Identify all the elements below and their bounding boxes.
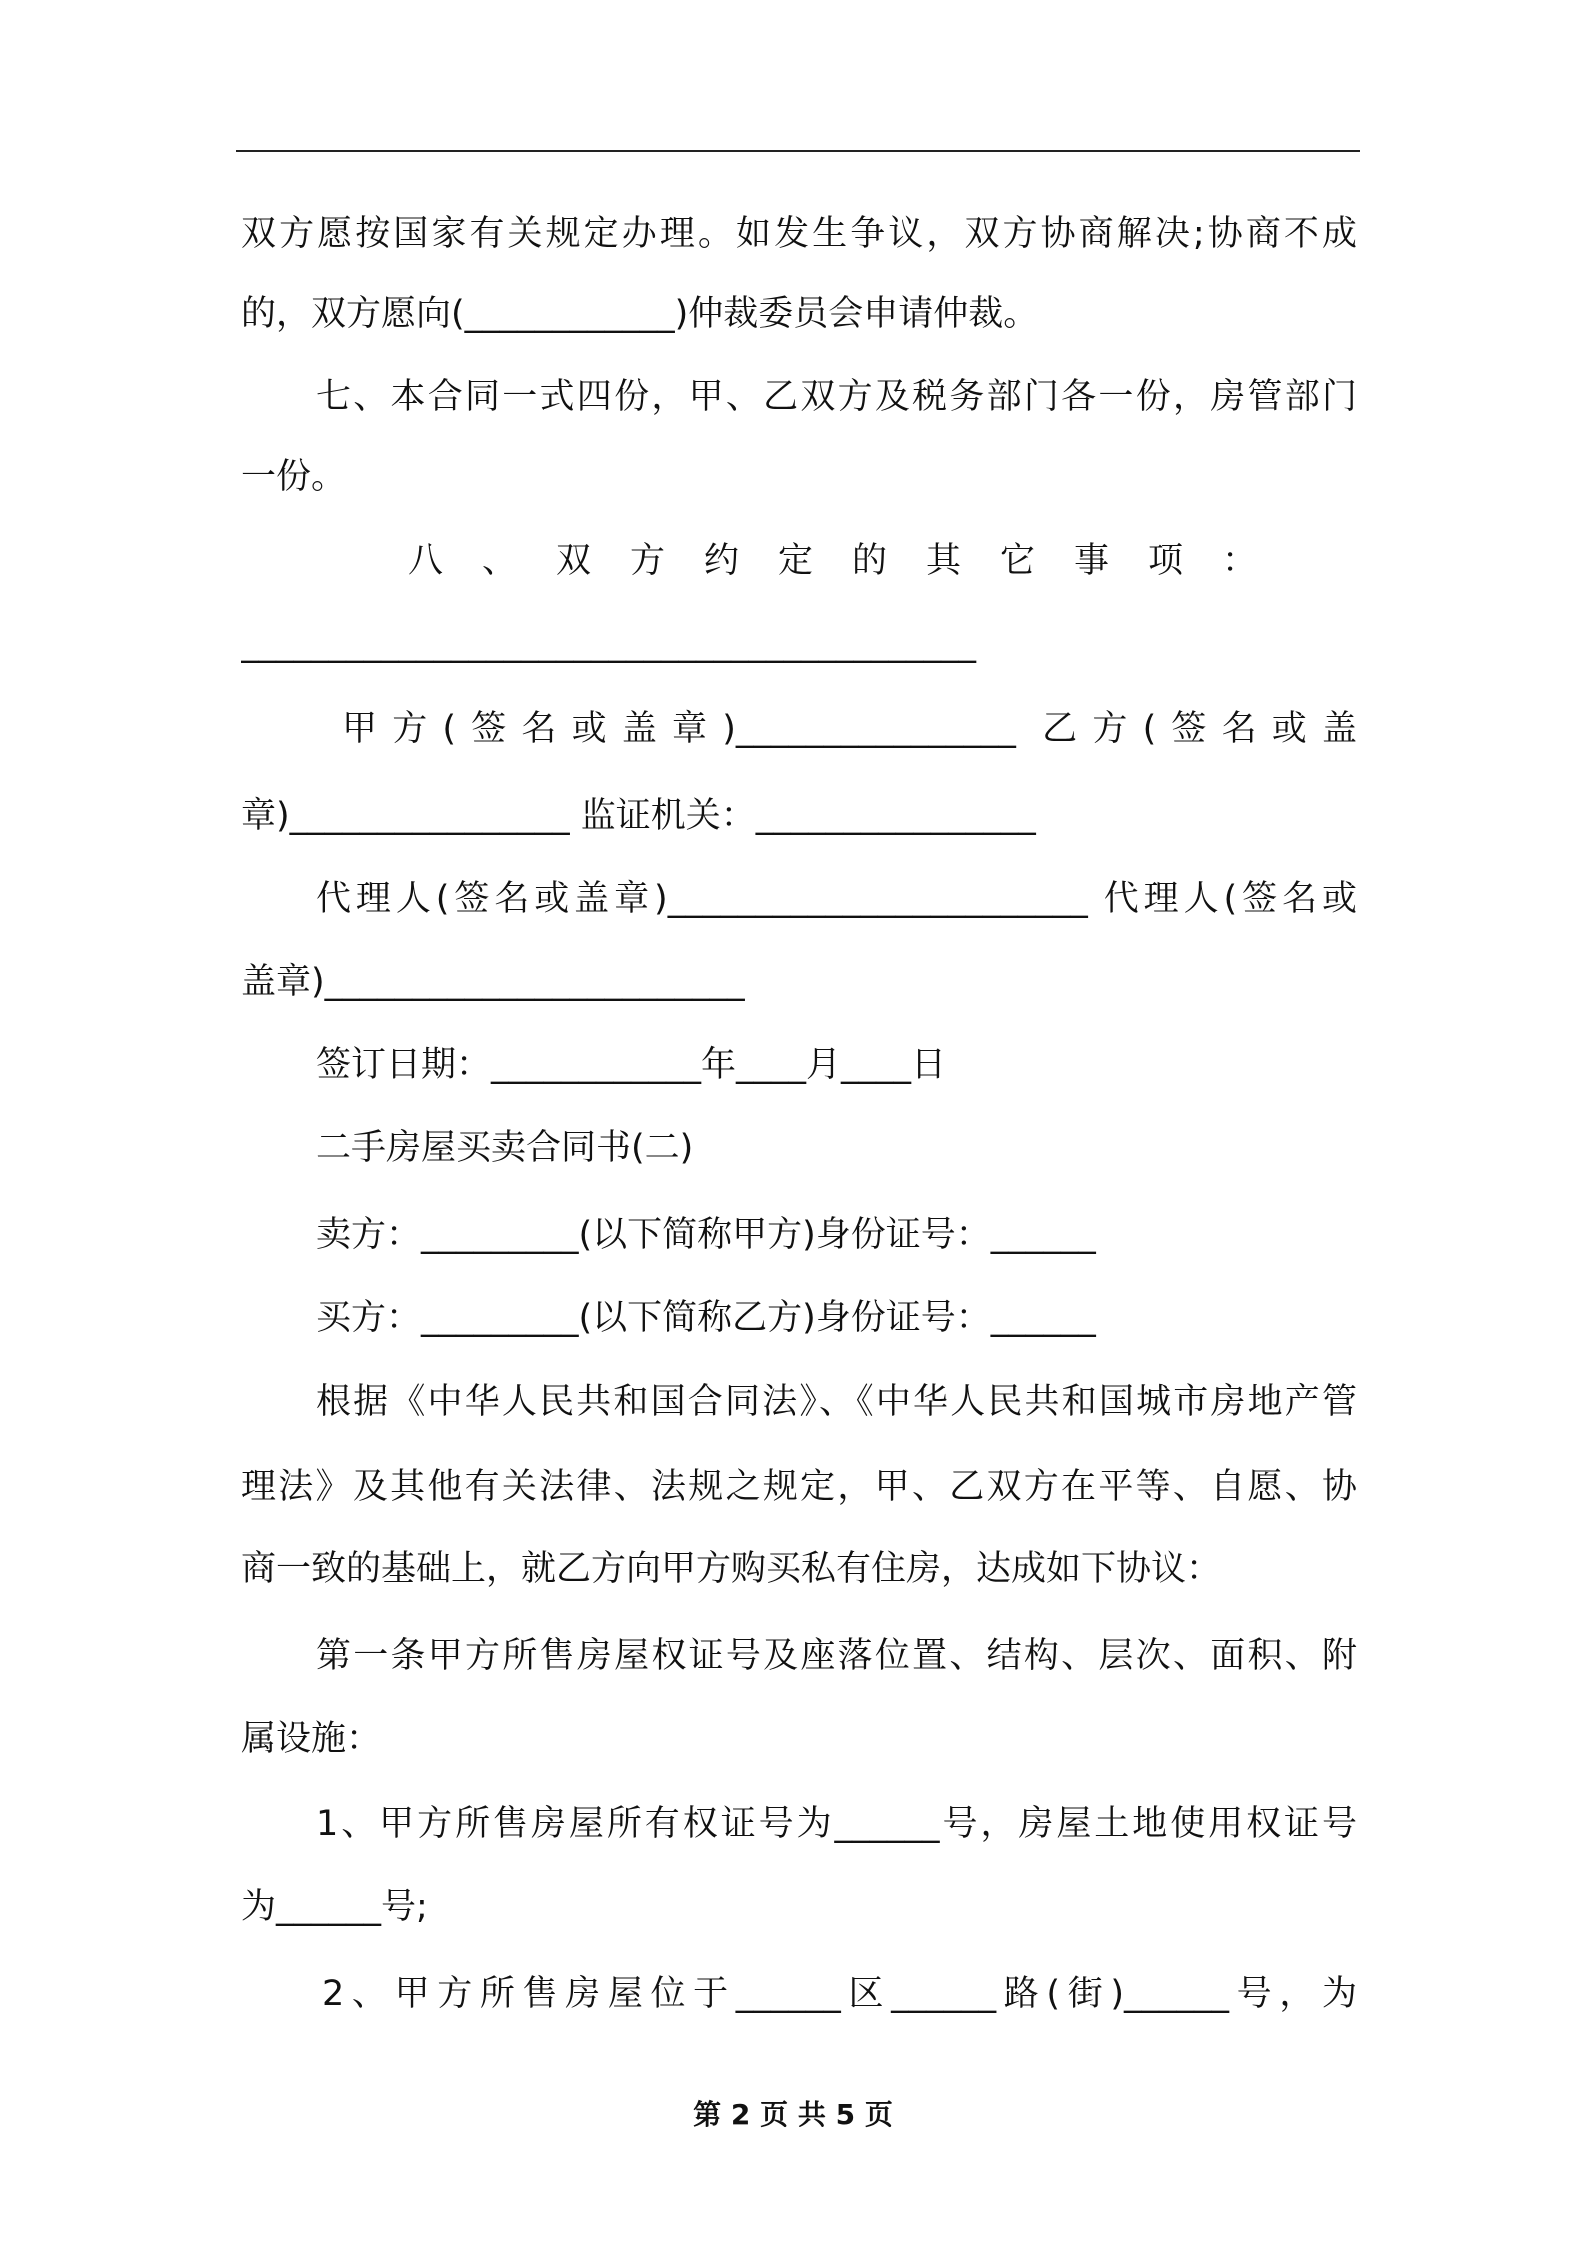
seller-info: 卖方：_________(以下简称甲方)身份证号：______ — [316, 1215, 1096, 1255]
contract-subtitle: 二手房屋买卖合同书(二) — [316, 1128, 694, 1168]
text-line-15: 根据《中华人民共和国合同法》、《中华人民共和国城市房地产管 — [316, 1382, 1357, 1422]
signature-agent-cont: 盖章)________________________ — [241, 962, 745, 1002]
signature-agent: 代理人(签名或盖章)________________________ 代理人(签名或 — [316, 879, 1357, 919]
blank-underline: __________________________________________ — [241, 624, 976, 664]
text-line-16: 理法》及其他有关法律、法规之规定，甲、乙双方在平等、自愿、协 — [241, 1467, 1357, 1507]
text-line-2: 的，双方愿向(____________)仲裁委员会申请仲裁。 — [241, 294, 1039, 334]
header-rule — [236, 150, 1360, 152]
article-one-heading: 第一条甲方所售房屋权证号及座落位置、结构、层次、面积、附 — [316, 1636, 1357, 1676]
text-line-3: 七、本合同一式四份，甲、乙双方及税务部门各一份，房管部门 — [316, 377, 1357, 417]
buyer-info: 买方：_________(以下简称乙方)身份证号：______ — [316, 1298, 1096, 1338]
page-indicator: 第 2 页 共 5 页 — [693, 2098, 893, 2131]
signing-date: 签订日期：____________年____月____日 — [316, 1045, 947, 1085]
clause-1-cont: 为______号; — [241, 1887, 428, 1927]
signature-party-b-and-notary: 章)________________ 监证机关：________________ — [241, 796, 1036, 836]
section-heading-other-matters: 八、双方约定的其它事项： — [408, 541, 1297, 581]
text-line-17: 商一致的基础上，就乙方向甲方购买私有住房，达成如下协议： — [241, 1549, 1222, 1589]
text-line-1: 双方愿按国家有关规定办理。如发生争议，双方协商解决;协商不成 — [241, 214, 1357, 254]
signature-party-a: 甲方(签名或盖章)________________ 乙方(签名或盖 — [342, 709, 1357, 749]
text-line-4: 一份。 — [241, 457, 347, 497]
clause-2: 2、甲方所售房屋位于______区______路(街)______号，为 — [322, 1974, 1357, 2014]
clause-1: 1、甲方所售房屋所有权证号为______号，房屋土地使用权证号 — [316, 1804, 1357, 1844]
text-line-19: 属设施： — [241, 1719, 382, 1759]
